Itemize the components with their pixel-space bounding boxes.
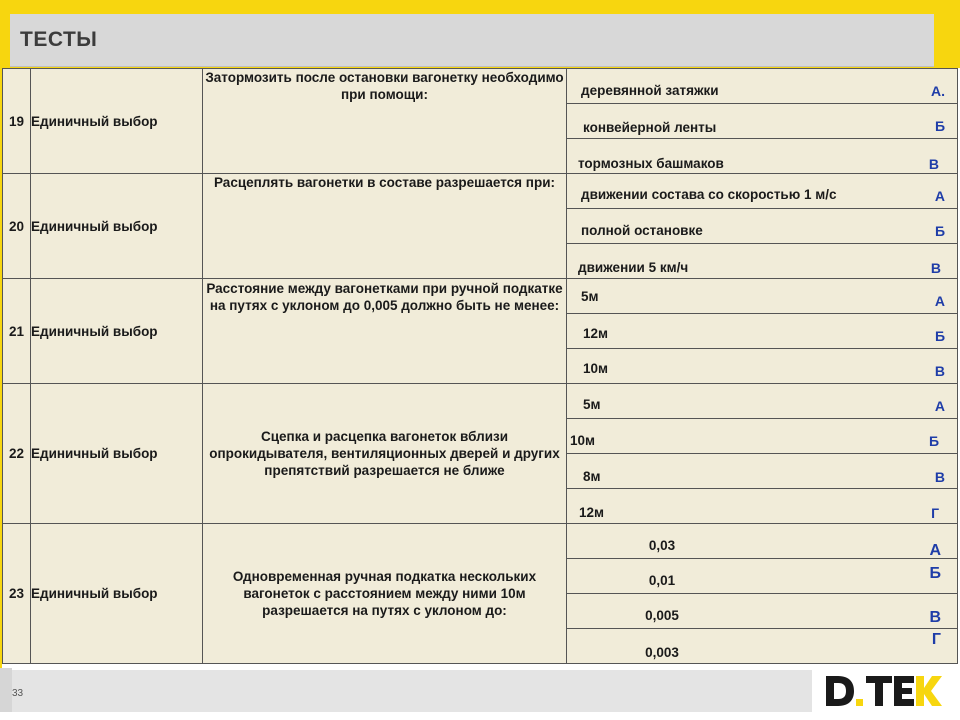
answer-text: полной остановке — [581, 223, 703, 238]
answer-text: 0,03 — [648, 538, 676, 553]
footer-left-block — [0, 668, 12, 712]
question-number: 21 — [3, 279, 31, 384]
answer-option[interactable] — [567, 454, 958, 489]
question-text: Расцеплять вагонетки в составе разрешается при: — [203, 174, 567, 279]
questions-table — [2, 68, 958, 664]
answer-option[interactable] — [567, 629, 958, 664]
answer-text: конвейерной ленты — [583, 120, 717, 135]
answer-letter: В — [928, 156, 939, 172]
dtek-logo — [822, 670, 946, 712]
header-accent — [934, 14, 960, 68]
answer-letter: Б — [934, 118, 945, 134]
answer-letter: А. — [931, 83, 945, 99]
answer-text: движении состава со скоростью 1 м/с — [581, 187, 837, 202]
answer-letter: Б — [934, 223, 945, 239]
answer-letter: А — [929, 542, 941, 559]
answer-letter: В — [930, 260, 941, 276]
table-row — [3, 384, 958, 419]
answer-option[interactable] — [567, 594, 958, 629]
question-number: 22 — [3, 384, 31, 524]
answer-letter: Б — [929, 565, 941, 582]
answer-letter: А — [934, 188, 945, 204]
answer-text: деревянной затяжки — [581, 83, 719, 98]
answer-option[interactable] — [567, 559, 958, 594]
page-title: ТЕСТЫ — [20, 28, 98, 51]
question-text: Расстояние между вагонетками при ручной подкатке на путях с уклоном до 0,005 должно быть не менее: — [203, 279, 567, 384]
answer-option[interactable] — [567, 384, 958, 419]
answer-text: 0,01 — [648, 573, 676, 588]
answer-text: 10м — [583, 361, 609, 376]
answer-option[interactable] — [567, 69, 958, 104]
question-text: Сцепка и расцепка вагонеток вблизи опрокидывателя, вентиляционных дверей и других препятствий разрешается не ближе — [203, 384, 567, 524]
question-type: Единичный выбор — [31, 524, 203, 664]
dtek-logo-icon — [822, 670, 946, 712]
answer-text: тормозных башмаков — [578, 156, 724, 171]
answer-option[interactable] — [567, 174, 958, 209]
question-type: Единичный выбор — [31, 69, 203, 174]
answer-letter: В — [934, 469, 945, 485]
answer-letter: Г — [931, 505, 939, 521]
table-row — [3, 524, 958, 559]
answer-option[interactable] — [567, 244, 958, 279]
question-type: Единичный выбор — [31, 279, 203, 384]
answer-option[interactable] — [567, 104, 958, 139]
answer-text: 0,003 — [645, 645, 679, 660]
question-type: Единичный выбор — [31, 174, 203, 279]
answer-option[interactable] — [567, 419, 958, 454]
header-title-box — [10, 14, 934, 67]
answer-text: 0,005 — [645, 608, 679, 623]
page-number: 33 — [12, 688, 24, 699]
answer-letter: А — [934, 398, 945, 414]
answer-option[interactable] — [567, 349, 958, 384]
answer-letter: Б — [928, 433, 939, 449]
answer-option[interactable] — [567, 139, 958, 174]
answer-letter: В — [929, 609, 941, 626]
answer-option[interactable] — [567, 524, 958, 559]
answer-text: 8м — [583, 469, 601, 484]
question-number: 20 — [3, 174, 31, 279]
answer-option[interactable] — [567, 209, 958, 244]
answer-letter: В — [934, 363, 945, 379]
question-number: 23 — [3, 524, 31, 664]
answer-option[interactable] — [567, 489, 958, 524]
table-row — [3, 174, 958, 209]
question-text: Одновременная ручная подкатка нескольких вагонеток с расстоянием между ними 10м разрешается на путях с уклоном до: — [203, 524, 567, 664]
answer-letter: А — [934, 293, 945, 309]
answer-text: 12м — [583, 326, 609, 341]
answer-letter: Г — [931, 631, 941, 648]
table-row — [3, 69, 958, 104]
table-row — [3, 279, 958, 314]
question-type: Единичный выбор — [31, 384, 203, 524]
answer-text: 12м — [579, 505, 605, 520]
answer-text: 5м — [583, 397, 601, 412]
footer-bar — [12, 670, 812, 712]
answer-option[interactable] — [567, 314, 958, 349]
answer-letter: Б — [934, 328, 945, 344]
answer-text: 10м — [570, 433, 596, 448]
answer-text: движении 5 км/ч — [578, 260, 689, 275]
answer-text: 5м — [581, 289, 599, 304]
answer-option[interactable] — [567, 279, 958, 314]
question-text: Затормозить после остановки вагонетку необходимо при помощи: — [203, 69, 567, 174]
question-number: 19 — [3, 69, 31, 174]
